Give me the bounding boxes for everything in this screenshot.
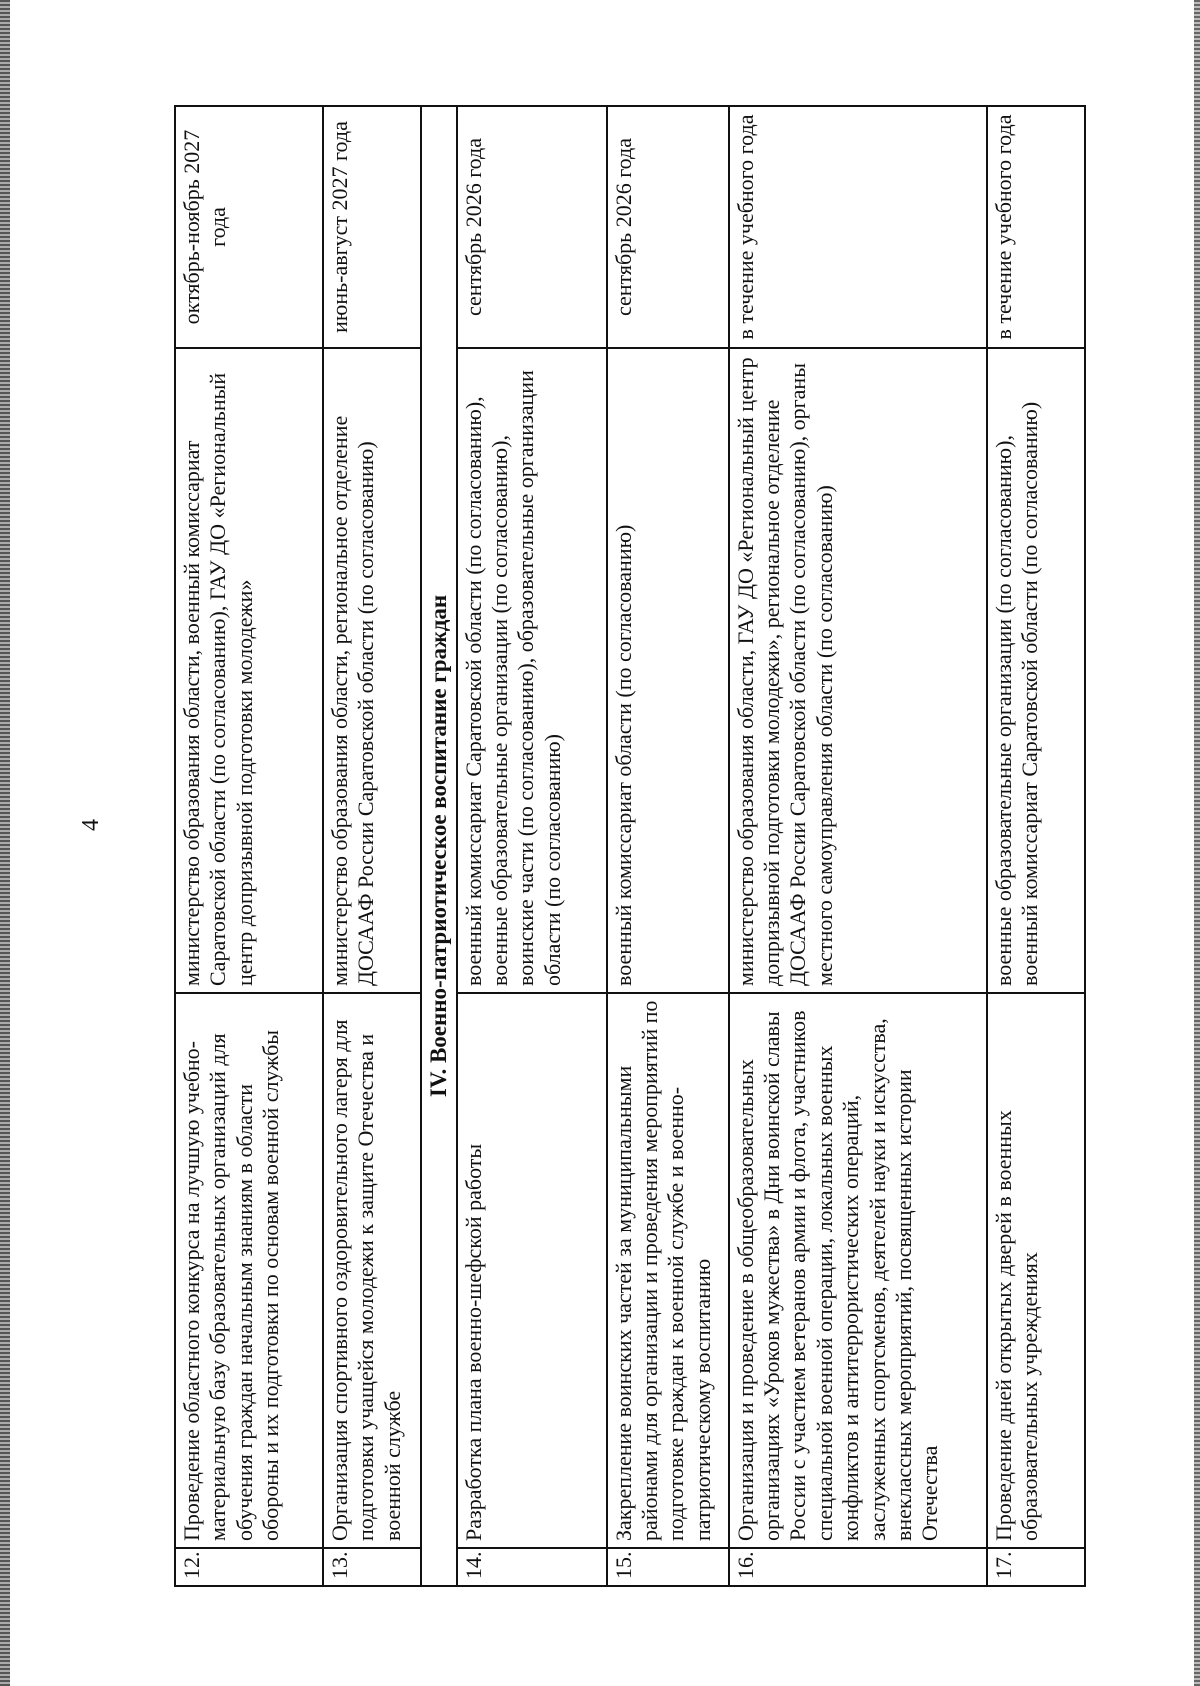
row-date: июнь-август 2027 года xyxy=(323,106,421,348)
section-title: IV. Военно-патриотическое воспитание граждан xyxy=(421,106,457,1586)
table-row xyxy=(729,106,987,1586)
row-description: Организация спортивного оздоровительного лагеря для подготовки учащейся молодежи к защите Отечества и военной службе xyxy=(323,993,421,1548)
section-header-row xyxy=(421,106,457,1586)
scan-edge-left xyxy=(0,0,10,1686)
row-number: 15. xyxy=(607,1548,729,1586)
row-date: сентябрь 2026 года xyxy=(607,106,729,348)
row-executors: военные образовательные организации (по согласованию), военный комиссариат Саратовской области (по согласованию) xyxy=(987,348,1085,993)
row-date: в течение учебного года xyxy=(729,106,987,348)
row-executors: военный комиссариат области (по согласованию) xyxy=(607,348,729,993)
plan-table xyxy=(174,105,1086,1587)
row-description: Закрепление воинских частей за муниципальными районами для организации и проведения мероприятий по подготовке граждан к военной службе и военно-патриотическому воспитанию xyxy=(607,993,729,1548)
row-date: сентябрь 2026 года xyxy=(457,106,607,348)
row-number: 14. xyxy=(457,1548,607,1586)
row-number: 17. xyxy=(987,1548,1085,1586)
row-executors: министерство образования области, региональное отделение ДОСААФ России Саратовской области (по согласованию) xyxy=(323,348,421,993)
row-executors: министерство образования области, военный комиссариат Саратовской области (по согласованию), ГАУ ДО «Региональный центр допризывной подготовки молодежи» xyxy=(175,348,323,993)
row-description: Разработка плана военно-шефской работы xyxy=(457,993,607,1548)
row-executors: министерство образования области, ГАУ ДО «Региональный центр допризывной подготовки молодежи», региональное отделение ДОСААФ России Саратовской области (по согласованию), органы местного самоуправления области (по согласованию) xyxy=(729,348,987,993)
row-date: октябрь-ноябрь 2027 года xyxy=(175,106,323,348)
row-description: Проведение областного конкурса на лучшую учебно-материальную базу образовательных организаций для обучения граждан начальным знаниям в области обороны и их подготовки по основам военной службы xyxy=(175,993,323,1548)
row-number: 12. xyxy=(175,1548,323,1586)
table-row xyxy=(457,106,607,1586)
table-row xyxy=(987,106,1085,1586)
rotated-table-wrapper xyxy=(174,107,1080,1587)
row-date: в течение учебного года xyxy=(987,106,1085,348)
page-number: 4 xyxy=(78,819,104,831)
row-number: 16. xyxy=(729,1548,987,1586)
table-row xyxy=(175,106,323,1586)
table-row xyxy=(607,106,729,1586)
row-executors: военный комиссариат Саратовской области (по согласованию), военные образовательные организации (по согласованию), воинские части (по согласованию), образовательные организации области (по согласованию) xyxy=(457,348,607,993)
scan-edge-right xyxy=(1194,0,1200,1686)
table-row xyxy=(323,106,421,1586)
row-description: Организация и проведение в общеобразовательных организациях «Уроков мужества» в Дни воинской славы России с участием ветеранов армии и флота, участников специальной военной операции, локальных военных конфликтов и антитеррористических операций, заслуженных спортсменов, деятелей науки и искусства, внеклассных мероприятий, посвященных истории Отечества xyxy=(729,993,987,1548)
row-number: 13. xyxy=(323,1548,421,1586)
row-description: Проведение дней открытых дверей в военных образовательных учреждениях xyxy=(987,993,1085,1548)
